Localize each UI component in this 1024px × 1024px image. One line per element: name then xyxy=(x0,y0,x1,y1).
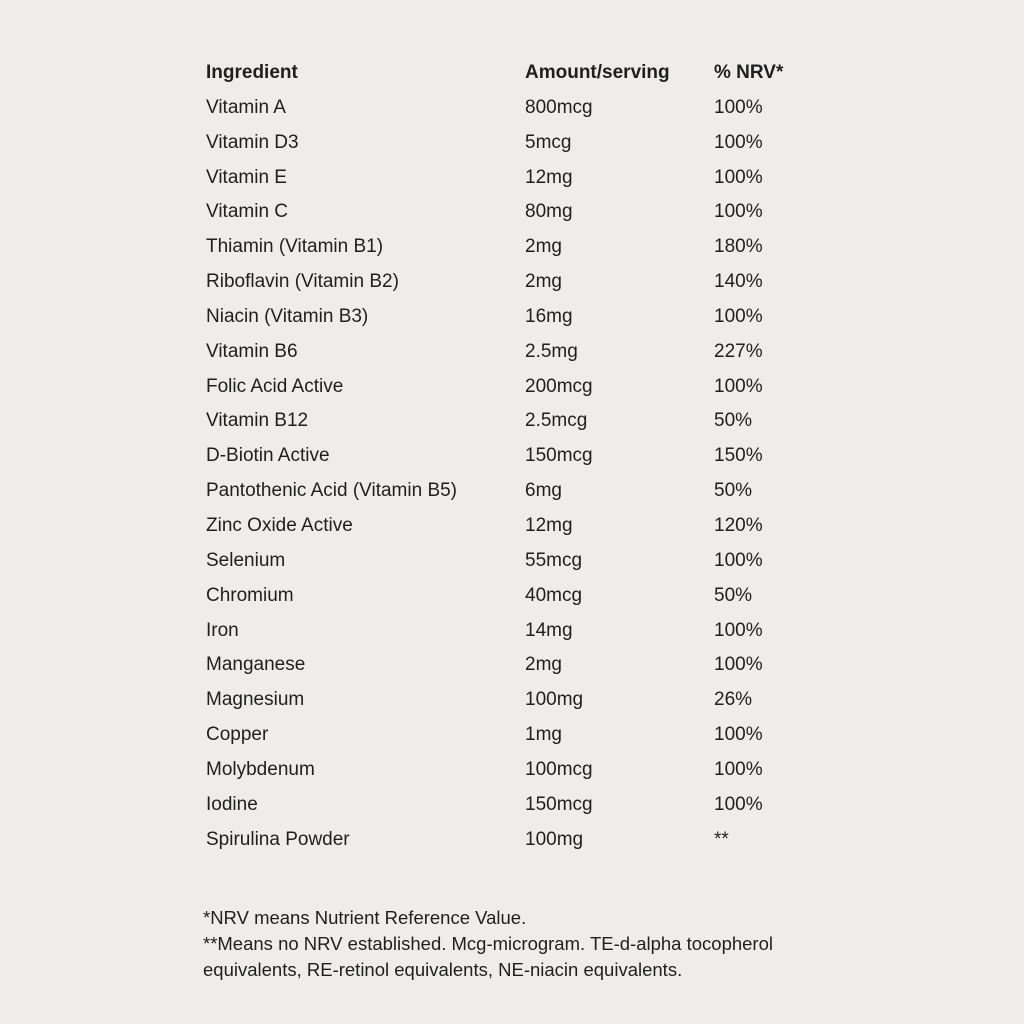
ingredient-cell: Riboflavin (Vitamin B2) xyxy=(206,271,399,293)
amount-cell: 40mcg xyxy=(525,584,583,606)
amount-cell: 150mcg xyxy=(525,793,593,815)
table-row xyxy=(206,788,806,823)
ingredient-cell: Spirulina Powder xyxy=(206,828,350,850)
header-row xyxy=(206,56,806,91)
table-row xyxy=(206,823,806,858)
ingredient-cell: Niacin (Vitamin B3) xyxy=(206,305,369,327)
footnote-no-nrv: **Means no NRV established. Mcg-microgram. TE-d-alpha tocopherol xyxy=(203,933,773,954)
nrv-cell: 227% xyxy=(714,340,763,362)
table-row xyxy=(206,91,806,126)
ingredient-cell: Selenium xyxy=(206,549,286,571)
nrv-cell: 150% xyxy=(714,445,763,467)
amount-cell: 1mg xyxy=(525,724,562,746)
amount-cell: 6mg xyxy=(525,480,562,502)
ingredient-cell: Zinc Oxide Active xyxy=(206,514,353,536)
ingredient-column-header: Ingredient xyxy=(206,62,298,83)
table-row xyxy=(206,509,806,544)
table-body xyxy=(206,91,806,858)
ingredient-cell: Thiamin (Vitamin B1) xyxy=(206,236,384,258)
ingredient-cell: Vitamin D3 xyxy=(206,131,299,153)
ingredient-cell: Copper xyxy=(206,724,269,746)
table-row xyxy=(206,161,806,196)
amount-cell: 100mg xyxy=(525,828,584,850)
nrv-cell: 100% xyxy=(714,619,763,641)
nrv-cell: 50% xyxy=(714,410,753,432)
nrv-cell: 100% xyxy=(714,724,763,746)
amount-cell: 100mcg xyxy=(525,758,593,780)
table-row xyxy=(206,753,806,788)
amount-cell: 150mcg xyxy=(525,445,593,467)
nrv-cell: 100% xyxy=(714,305,763,327)
nrv-cell: 26% xyxy=(714,689,753,711)
ingredient-cell: Chromium xyxy=(206,584,294,606)
ingredient-cell: Vitamin C xyxy=(206,201,289,223)
ingredient-cell: D-Biotin Active xyxy=(206,445,330,467)
amount-column-header: Amount/serving xyxy=(525,62,670,83)
ingredient-cell: Vitamin B6 xyxy=(206,340,298,362)
ingredient-cell: Magnesium xyxy=(206,689,305,711)
amount-cell: 2.5mg xyxy=(525,340,578,362)
table-row xyxy=(206,300,806,335)
amount-cell: 55mcg xyxy=(525,549,583,571)
footnote-equivalents: equivalents, RE-retinol equivalents, NE-niacin equivalents. xyxy=(203,959,683,980)
nrv-cell: 100% xyxy=(714,654,763,676)
table-row xyxy=(206,718,806,753)
nrv-cell: ** xyxy=(714,828,729,850)
amount-cell: 200mcg xyxy=(525,375,593,397)
amount-cell: 2mg xyxy=(525,271,562,293)
table-row xyxy=(206,370,806,405)
footnotes xyxy=(203,905,853,983)
amount-cell: 2mg xyxy=(525,654,562,676)
amount-cell: 800mcg xyxy=(525,96,593,118)
table-row xyxy=(206,579,806,614)
ingredient-cell: Iron xyxy=(206,619,239,641)
nrv-cell: 50% xyxy=(714,584,753,606)
nrv-column-header: % NRV* xyxy=(714,62,784,83)
table-row xyxy=(206,474,806,509)
ingredient-cell: Folic Acid Active xyxy=(206,375,344,397)
table-row xyxy=(206,683,806,718)
amount-cell: 16mg xyxy=(525,305,573,327)
nrv-cell: 100% xyxy=(714,793,763,815)
nrv-cell: 100% xyxy=(714,758,763,780)
table-row xyxy=(206,230,806,265)
ingredient-cell: Vitamin B12 xyxy=(206,410,309,432)
amount-cell: 12mg xyxy=(525,514,573,536)
nrv-cell: 100% xyxy=(714,96,763,118)
nrv-cell: 180% xyxy=(714,236,763,258)
nrv-cell: 100% xyxy=(714,201,763,223)
table-row xyxy=(206,439,806,474)
amount-cell: 12mg xyxy=(525,166,573,188)
amount-cell: 80mg xyxy=(525,201,573,223)
table-row xyxy=(206,126,806,161)
ingredient-cell: Molybdenum xyxy=(206,758,315,780)
amount-cell: 100mg xyxy=(525,689,584,711)
footnote-nrv-definition: *NRV means Nutrient Reference Value. xyxy=(203,907,527,928)
table-row xyxy=(206,195,806,230)
nrv-cell: 140% xyxy=(714,271,763,293)
nrv-cell: 100% xyxy=(714,375,763,397)
amount-cell: 5mcg xyxy=(525,131,572,153)
amount-cell: 14mg xyxy=(525,619,573,641)
amount-cell: 2.5mcg xyxy=(525,410,588,432)
table-row xyxy=(206,265,806,300)
ingredient-cell: Vitamin E xyxy=(206,166,287,188)
nrv-cell: 100% xyxy=(714,549,763,571)
table-row xyxy=(206,648,806,683)
nrv-cell: 50% xyxy=(714,480,753,502)
ingredient-cell: Pantothenic Acid (Vitamin B5) xyxy=(206,480,458,502)
table-row xyxy=(206,335,806,370)
nutrition-panel xyxy=(206,56,846,857)
nutrition-table xyxy=(206,56,806,857)
table-row xyxy=(206,614,806,649)
amount-cell: 2mg xyxy=(525,236,562,258)
ingredient-cell: Manganese xyxy=(206,654,306,676)
nrv-cell: 120% xyxy=(714,514,763,536)
nrv-cell: 100% xyxy=(714,131,763,153)
ingredient-cell: Iodine xyxy=(206,793,258,815)
ingredient-cell: Vitamin A xyxy=(206,96,286,118)
table-header xyxy=(206,56,806,91)
table-row xyxy=(206,404,806,439)
table-row xyxy=(206,544,806,579)
nrv-cell: 100% xyxy=(714,166,763,188)
